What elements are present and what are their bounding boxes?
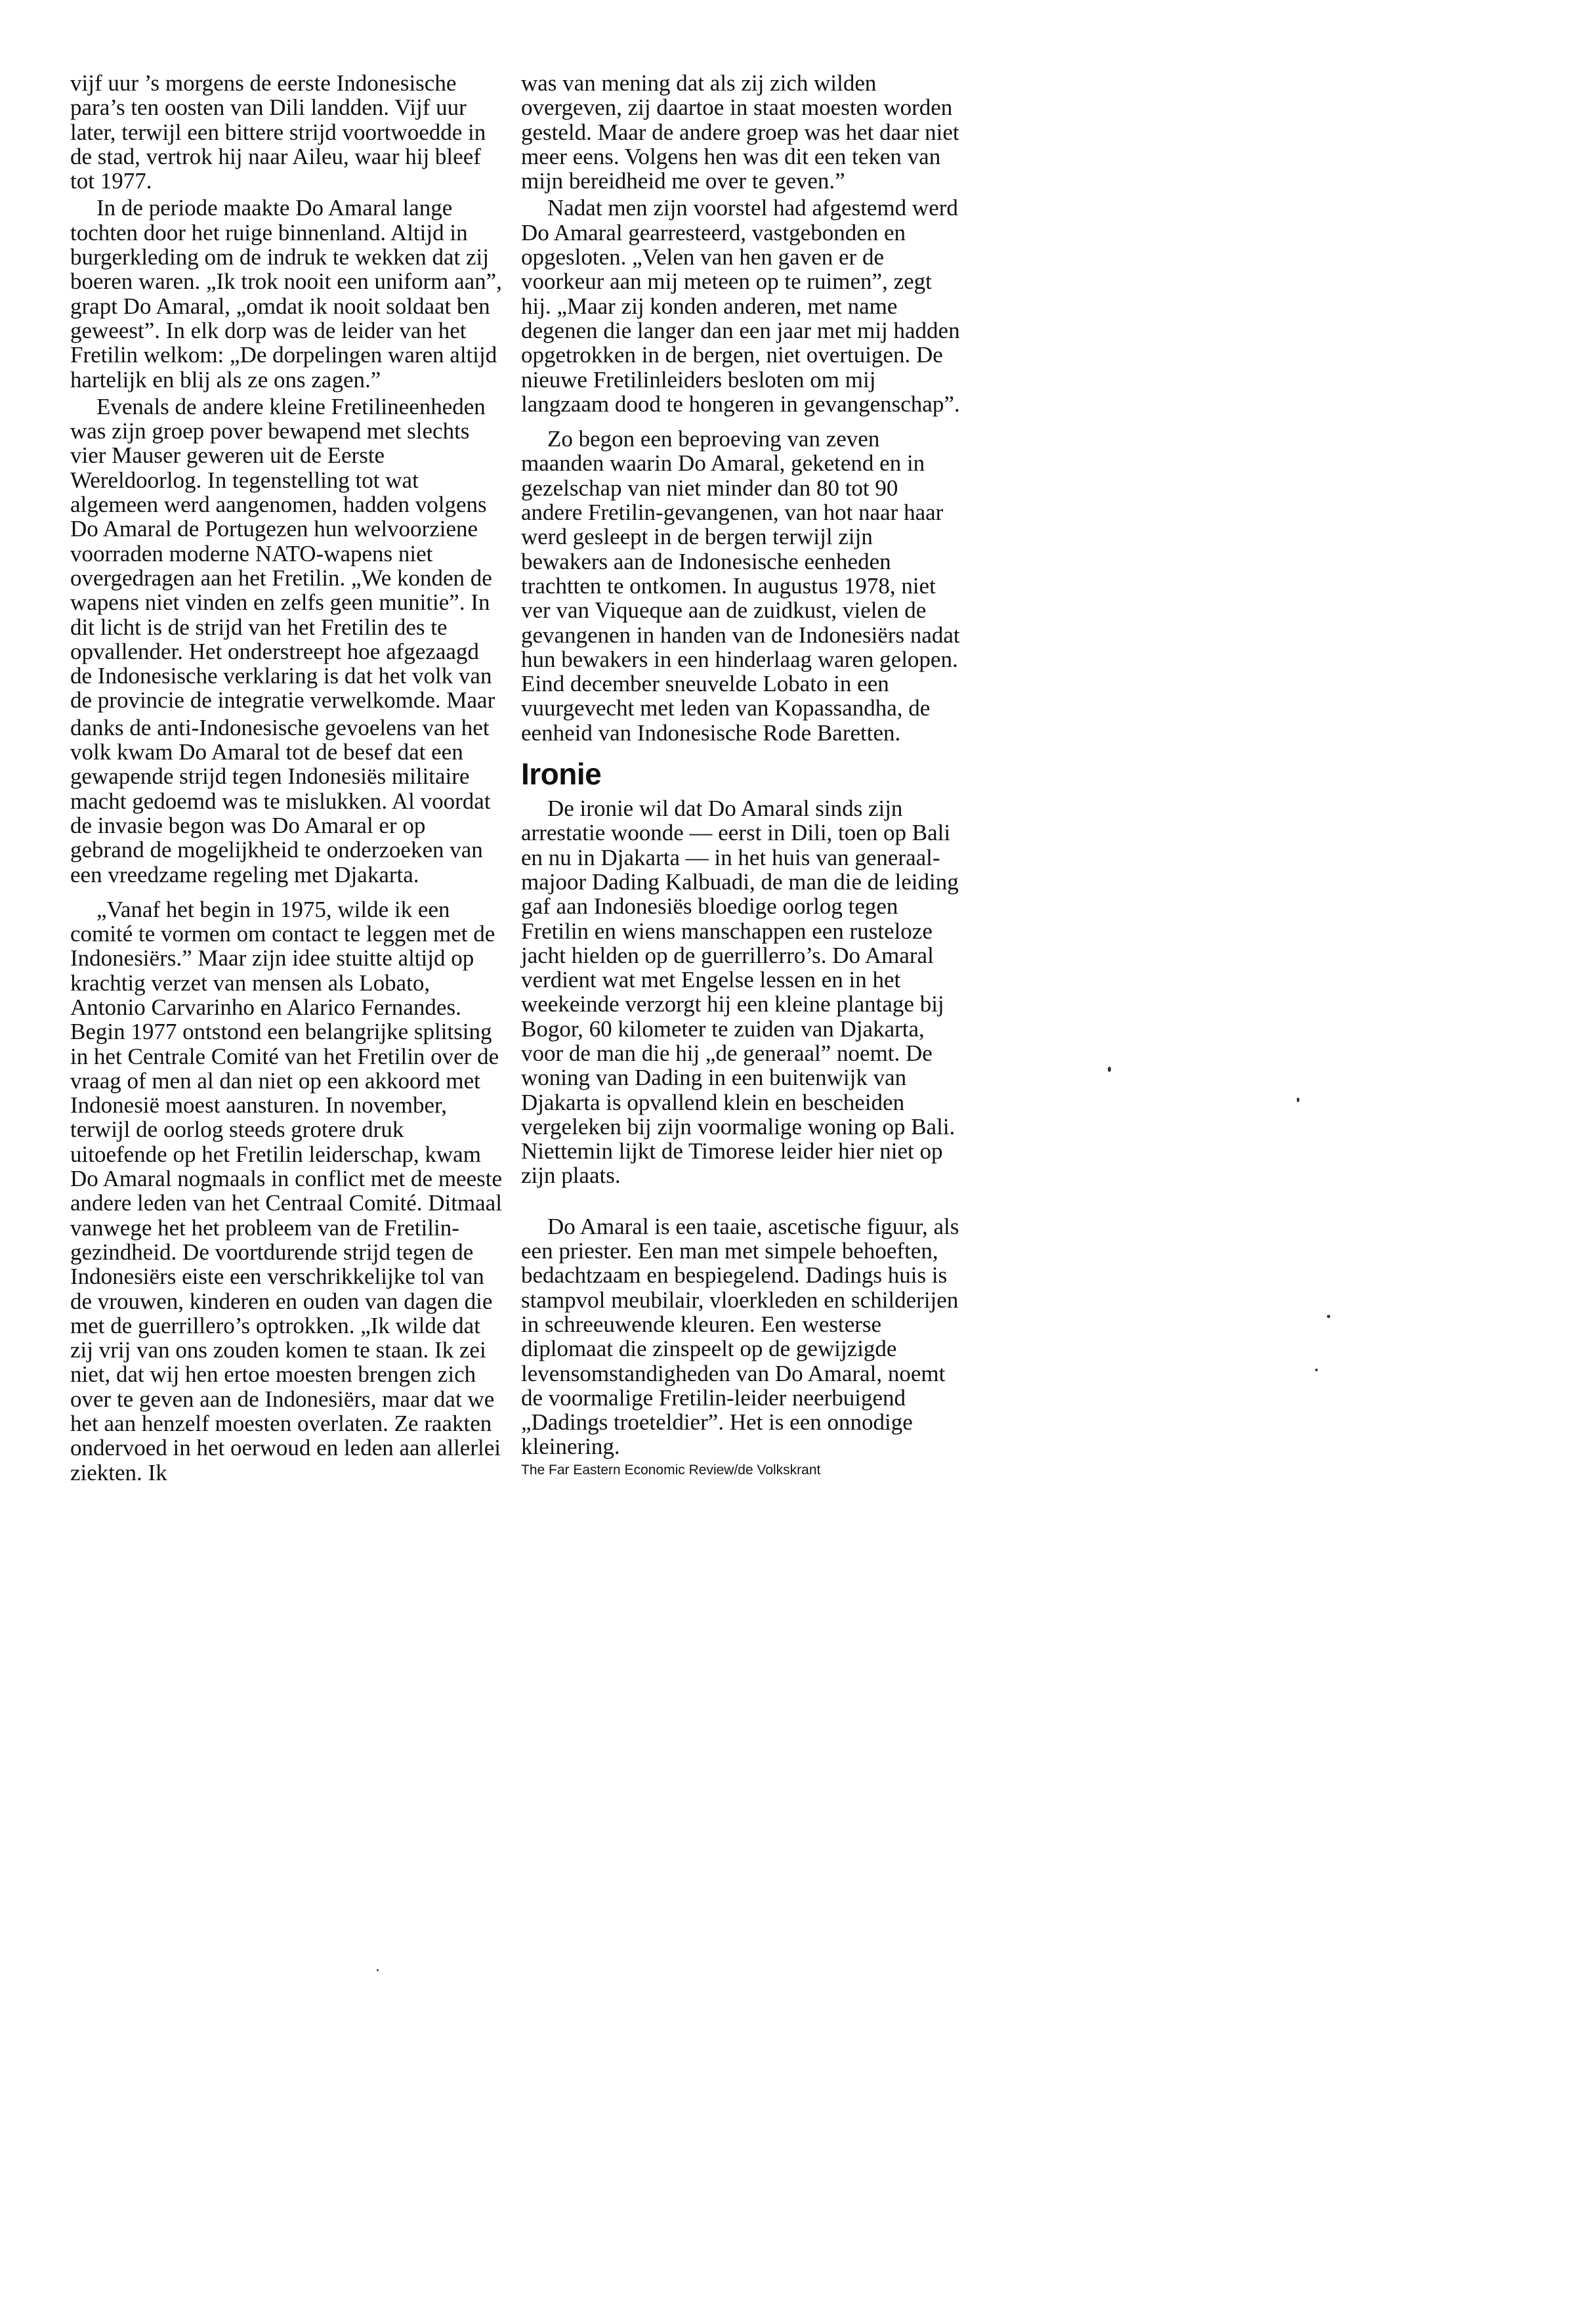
article-paragraph: In de periode maakte Do Amaral lange tochten door het ruige binnenland. Altijd in burgerkleding om de indruk te wekken dat zij boeren waren. „Ik trok nooit een uniform aan”, grapt Do Amaral, „omdat ik nooit soldaat ben geweest”. In elk dorp was de leider van het Fretilin welkom: „De dorpelingen waren altijd hartelijk en blij als ze ons zagen.” xyxy=(70,195,502,393)
source-credit: The Far Eastern Economic Review/de Volkskrant xyxy=(521,1462,821,1478)
scan-speck xyxy=(1315,1369,1318,1371)
scan-speck xyxy=(377,1969,379,1971)
article-paragraph: Zo begon een beproeving van zeven maanden waarin Do Amaral, geketend en in gezelschap van niet minder dan 80 tot 90 andere Fretilin-gevangenen, van hot naar haar werd gesleept in de bergen terwijl zijn bewakers aan de Indonesische eenheden trachtten te ontkomen. In augustus 1978, niet ver van Viqueque aan de zuidkust, vielen de gevangenen in handen van de Indonesiërs nadat hun bewakers in een hinderlaag waren gelopen. Eind december sneuvelde Lobato in een vuurgevecht met leden van Kopassandha, de eenheid van Indonesische Rode Baretten. xyxy=(521,426,960,746)
article-column-right xyxy=(521,71,961,1479)
article-paragraph: „Vanaf het begin in 1975, wilde ik een comité te vormen om contact te leggen met de Indonesiërs.” Maar zijn idee stuitte altijd op krachtig verzet van mensen als Lobato, Antonio Carvarinho en Alarico Fernandes. Begin 1977 ontstond een belangrijke splitsing in het Centrale Comité van het Fretilin over de vraag of men al dan niet op een akkoord met Indonesië moest aansturen. In november, terwijl de oorlog steeds grotere druk uitoefende op het Fretilin leiderschap, kwam Do Amaral nogmaals in conflict met de meeste andere leden van het Centraal Comité. Ditmaal vanwege het het probleem van de Fretilin-gezindheid. De voortdurende strijd tegen de Indonesiërs eiste een verschrikkelijke tol van de vrouwen, kinderen en ouden van dagen die met de guerrillero’s optrokken. „Ik wilde dat zij vrij van ons zouden komen te staan. Ik zei niet, dat wij hen ertoe moesten brengen zich over te geven aan de Indonesiërs, maar dat we het aan henzelf moesten overlaten. Ze raakten ondervoed in het oerwoud en leden aan allerlei ziekten. Ik xyxy=(70,896,502,1485)
article-paragraph: vijf uur ’s morgens de eerste Indonesische para’s ten oosten van Dili landden. Vijf uur later, terwijl een bittere strijd voortwoedde in de stad, vertrok hij naar Aileu, waar hij bleef tot 1977. xyxy=(70,70,486,194)
article-paragraph: danks de anti-Indonesische gevoelens van het volk kwam Do Amaral tot de besef dat een gewapende strijd tegen Indonesiës militaire macht gedoemd was te mislukken. Al voordat de invasie begon was Do Amaral er op gebrand de mogelijkheid te onderzoeken van een vreedzame regeling met Djakarta. xyxy=(70,714,491,887)
section-subheading: Ironie xyxy=(521,757,602,792)
article-paragraph: Do Amaral is een taaie, ascetische figuur, als een priester. Een man met simpele behoeften, bedachtzaam en bespiegelend. Dadings huis is stampvol meubilair, vloerkleden en schilderijen in schreeuwende kleuren. Een westerse diplomaat die zinspeelt op de gewijzigde levensomstandigheden van Do Amaral, noemt de voormalige Fretilin-leider neerbuigend „Dadings troeteldier”. Het is een onnodige kleinering. xyxy=(521,1213,959,1460)
article-paragraph: Nadat men zijn voorstel had afgestemd werd Do Amaral gearresteerd, vastgebonden en opgesloten. „Velen van hen gaven er de voorkeur aan mij meteen op te ruimen”, zegt hij. „Maar zij konden anderen, met name degenen die langer dan een jaar met mij hadden opgetrokken in de bergen, niet overtuigen. De nieuwe Fretilinleiders besloten om mij langzaam dood te hongeren in gevangenschap”. xyxy=(521,195,960,417)
article-column-left xyxy=(70,71,503,1485)
scan-speck xyxy=(1327,1315,1330,1318)
scan-speck xyxy=(1108,1067,1111,1072)
article-paragraph: was van mening dat als zij zich wilden overgeven, zij daartoe in staat moesten worden gesteld. Maar de andere groep was het daar niet meer eens. Volgens hen was dit een teken van mijn bereidheid me over te geven.” xyxy=(521,70,959,194)
article-paragraph: De ironie wil dat Do Amaral sinds zijn arrestatie woonde — eerst in Dili, toen op Bali en nu in Djakarta — in het huis van generaal-majoor Dading Kalbuadi, de man die de leiding gaf aan Indonesiës bloedige oorlog tegen Fretilin en wiens manschappen een rusteloze jacht hielden op de guerrillerro’s. Do Amaral verdient wat met Engelse lessen en in het weekeinde verzorgt hij een kleine plantage bij Bogor, 60 kilometer te zuiden van Djakarta, voor de man die hij „de generaal” noemt. De woning van Dading in een buitenwijk van Djakarta is opvallend klein en bescheiden vergeleken bij zijn voormalige woning op Bali. Niettemin lijkt de Timorese leider hier niet op zijn plaats. xyxy=(521,796,959,1189)
article-paragraph: Evenals de andere kleine Fretilineenheden was zijn groep pover bewapend met slechts vier Mauser geweren uit de Eerste Wereldoorlog. In tegenstelling tot wat algemeen werd aangenomen, hadden volgens Do Amaral de Portugezen hun welvoorziene voorraden moderne NATO-wapens niet overgedragen aan het Fretilin. „We konden de wapens niet vinden en zelfs geen munitie”. In dit licht is de strijd van het Fretilin des te opvallender. Het onderstreept hoe afgezaagd de Indonesische verklaring is dat het volk van de provincie de integratie verwelkomde. Maar xyxy=(70,393,495,714)
scan-speck xyxy=(1297,1098,1299,1102)
